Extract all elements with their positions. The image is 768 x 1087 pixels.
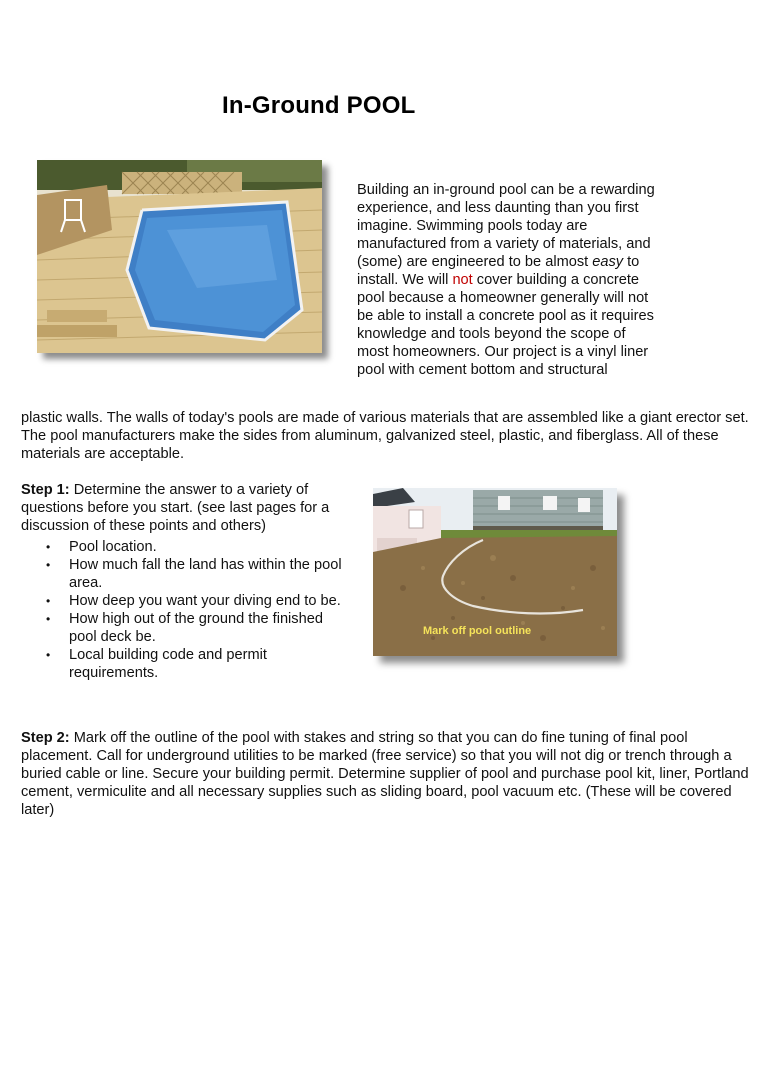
step1-bullet-list xyxy=(21,538,351,682)
step2-label: Step 2: xyxy=(21,729,70,746)
list-item: • Local building code and permit requirements. xyxy=(46,647,267,681)
bullet-icon: • xyxy=(46,558,51,572)
pool-deck-photo xyxy=(37,160,322,353)
step1-label: Step 1: xyxy=(21,481,70,498)
emphasis-easy: easy xyxy=(592,253,624,270)
bullet-icon: • xyxy=(46,612,51,626)
intro-continuation: plastic walls. The walls of today's pools are made of various materials that are assembled like a giant erector set. The pool manufacturers make the sides from aluminum, galvanized steel, plastic, and fiberglass. All of these materials are acceptable. xyxy=(21,409,749,462)
list-item: • Pool location. xyxy=(46,539,157,555)
step1-paragraph: Step 1: Determine the answer to a variety of questions before you start. (see last pages for a discussion of these points and others) xyxy=(21,481,330,534)
step2-paragraph: Step 2: Mark off the outline of the pool with stakes and string so that you can do fine tuning of final pool placement. Call for underground utilities to be marked (free service) so that you will not dig or trench through a buried cable or line. Secure your building permit. Determine supplier of pool and purchase pool kit, liner, Portland cement, vermiculite and all necessary supplies such as sliding board, pool vacuum etc. (These will be covered later) xyxy=(21,729,749,818)
pool-outline-photo xyxy=(373,488,617,656)
bullet-icon: • xyxy=(46,648,51,662)
emphasis-not: not xyxy=(452,271,473,288)
photo-caption: Mark off pool outline xyxy=(423,625,532,637)
intro-paragraph: Building an in-ground pool can be a rewarding experience, and less daunting than you first imagine. Swimming pools today are manufactured from a variety of materials, and (some) are engineered to be almost easy to install. We will not cover building a concrete pool because a homeowner generally will not be able to install a concrete pool as it requires knowledge and tools beyond the scope of most homeowners. Our project is a vinyl liner pool with cement bottom and structural xyxy=(357,181,655,378)
list-item: • How deep you want your diving end to be. xyxy=(46,593,341,609)
list-item: • How much fall the land has within the pool area. xyxy=(46,557,342,591)
bullet-icon: • xyxy=(46,540,51,554)
list-item: • How high out of the ground the finished pool deck be. xyxy=(46,611,323,645)
bullet-icon: • xyxy=(46,594,51,608)
page-title: In-Ground POOL xyxy=(222,92,416,119)
